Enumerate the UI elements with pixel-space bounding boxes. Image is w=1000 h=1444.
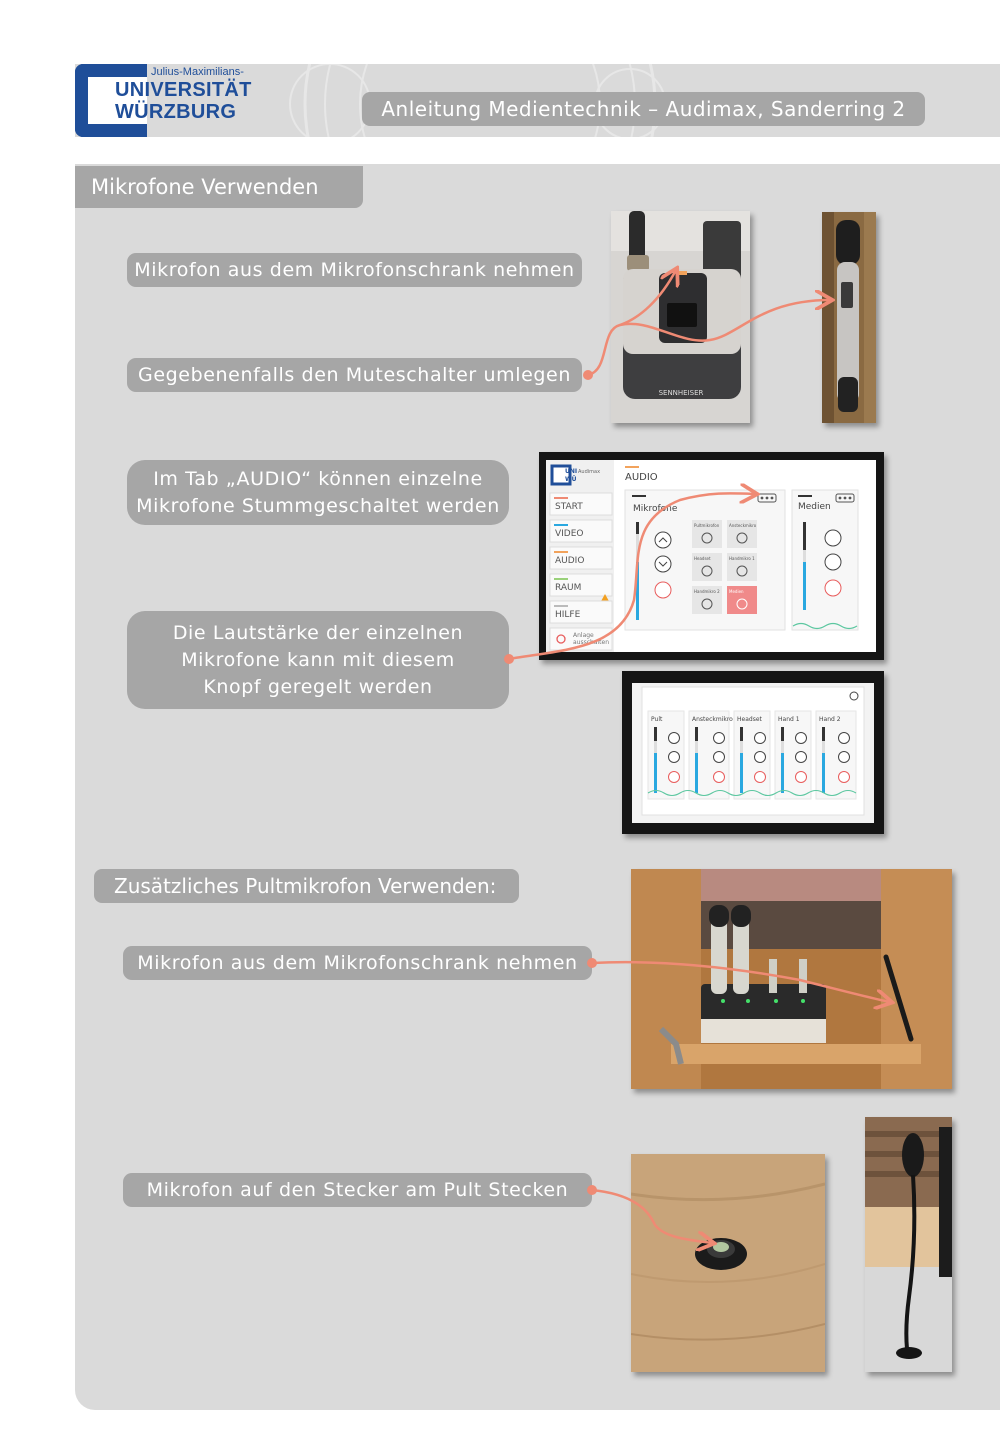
touch-volume-up-button[interactable] [655,532,671,548]
step-audio-tab-line1: Im Tab „AUDIO“ können einzelne [153,467,483,490]
touch-mic-handmikro-1[interactable] [727,553,757,581]
dialog-up-hand-1[interactable] [796,733,807,744]
touch-logo-a: UNI [565,468,578,475]
photo-beltpack-transmitter [611,211,750,423]
logo-text-line2: WÜRZBURG [115,101,237,123]
touch-mic-headset[interactable] [692,553,722,581]
step-plug-desk-microphone: Mikrofon auf den Stecker am Pult Stecken [123,1173,592,1207]
dialog-channel-headset [734,711,770,799]
photo-touchpanel-volume-dialog [622,671,884,834]
touch-mic-pultmikrofon[interactable] [692,520,722,548]
step-audio-tab-line2: Mikrofone Stummgeschaltet werden [136,494,500,517]
document-title: Anleitung Medientechnik – Audimax, Sanderring 2 [362,92,925,126]
touch-power-button[interactable] [550,628,612,650]
section-title-mikrofone: Mikrofone Verwenden [75,166,363,208]
touch-nav-video[interactable] [550,520,612,542]
photo-touchpanel-audio [539,452,884,660]
university-logo [75,64,252,137]
dialog-mute-ansteckmikro[interactable] [714,772,725,783]
dialog-channel-label-2: Headset [737,716,762,723]
beltpack-brand: SENNHEISER [658,389,704,397]
touch-mic-medien-muted[interactable] [727,586,757,614]
dialog-mute-hand-1[interactable] [796,772,807,783]
dialog-up-ansteckmikro[interactable] [714,733,725,744]
touch-logo-sub: Audimax [578,469,601,475]
touch-tab-title: AUDIO [625,472,658,483]
dialog-down-pult[interactable] [669,752,680,763]
touch-media-down-button[interactable] [825,554,841,570]
step-volume-line1: Die Lautstärke der einzelnen [172,621,464,644]
mic-label-1: Ansteckmikro [729,523,757,528]
step-take-desk-microphone: Mikrofon aus dem Mikrofonschrank nehmen [123,946,592,980]
dialog-channel-label-0: Pult [651,716,663,723]
step-volume-knob [127,611,509,709]
logo-text-small: Julius-Maximilians- [151,66,244,78]
mic-label-0: Pultmikrofon [694,523,720,528]
touch-group-media: Medien [798,502,831,512]
dialog-channel-pult [648,711,684,799]
photo-microphone-cabinet [631,869,952,1089]
touch-nav-audio[interactable] [550,547,612,569]
dialog-up-hand-2[interactable] [839,733,850,744]
photo-gooseneck-microphone [865,1117,952,1372]
mic-label-2: Headset [694,556,711,561]
touch-power-line1: Anlage [573,632,594,639]
dialog-channel-hand-2 [816,711,856,799]
dialog-up-headset[interactable] [755,733,766,744]
dialog-channel-label-1: Ansteckmikro [692,716,733,723]
touch-mic-handmikro-2[interactable] [692,586,722,614]
touch-mute-all-button[interactable] [655,582,671,598]
dialog-down-ansteckmikro[interactable] [714,752,725,763]
photo-handheld-microphone [822,212,876,423]
touch-nav-video-label: VIDEO [555,529,584,539]
touch-nav-start-label: START [555,502,583,512]
dialog-channel-label-4: Hand 2 [819,716,841,723]
step-take-microphone: Mikrofon aus dem Mikrofonschrank nehmen [127,253,582,287]
dialog-up-pult[interactable] [669,733,680,744]
touch-nav-start[interactable] [550,493,612,515]
section-title-pultmikrofon: Zusätzliches Pultmikrofon Verwenden: [94,869,519,903]
touch-power-line2: ausschalten [573,639,610,646]
photo-desk-connector [631,1154,825,1372]
touch-volume-down-button[interactable] [655,556,671,572]
touch-nav-hilfe-label: HILFE [555,610,581,620]
step-audio-tab [127,460,509,525]
touch-nav-raum[interactable] [550,574,612,596]
touch-logo-b: WÜ [565,476,577,483]
logo-text-line1: UNIVERSITÄT [115,79,252,101]
dialog-mute-hand-2[interactable] [839,772,850,783]
mic-label-4: Handmikro 2 [694,589,720,594]
dialog-mute-headset[interactable] [755,772,766,783]
mic-label-3: Handmikro 1 [729,556,755,561]
dialog-down-headset[interactable] [755,752,766,763]
dialog-down-hand-2[interactable] [839,752,850,763]
touch-nav-audio-label: AUDIO [555,556,585,566]
step-volume-line2: Mikrofone kann mit diesem [181,648,455,671]
touch-media-mute-button[interactable] [825,580,841,596]
dialog-channel-hand-1 [775,711,811,799]
touch-group-mics: Mikrofone [633,504,678,514]
step-volume-line3: Knopf geregelt werden [203,675,433,698]
touch-mic-ansteckmikro[interactable] [727,520,757,548]
mic-label-5: Medien [729,589,744,594]
dialog-mute-pult[interactable] [669,772,680,783]
touch-media-up-button[interactable] [825,530,841,546]
touch-nav-raum-label: RAUM [555,583,582,593]
dialog-channel-ansteckmikro [689,711,733,799]
dialog-down-hand-1[interactable] [796,752,807,763]
touch-nav-hilfe[interactable] [550,601,612,623]
step-mute-switch: Gegebenenfalls den Muteschalter umlegen [127,358,582,392]
dialog-channel-label-3: Hand 1 [778,716,800,723]
